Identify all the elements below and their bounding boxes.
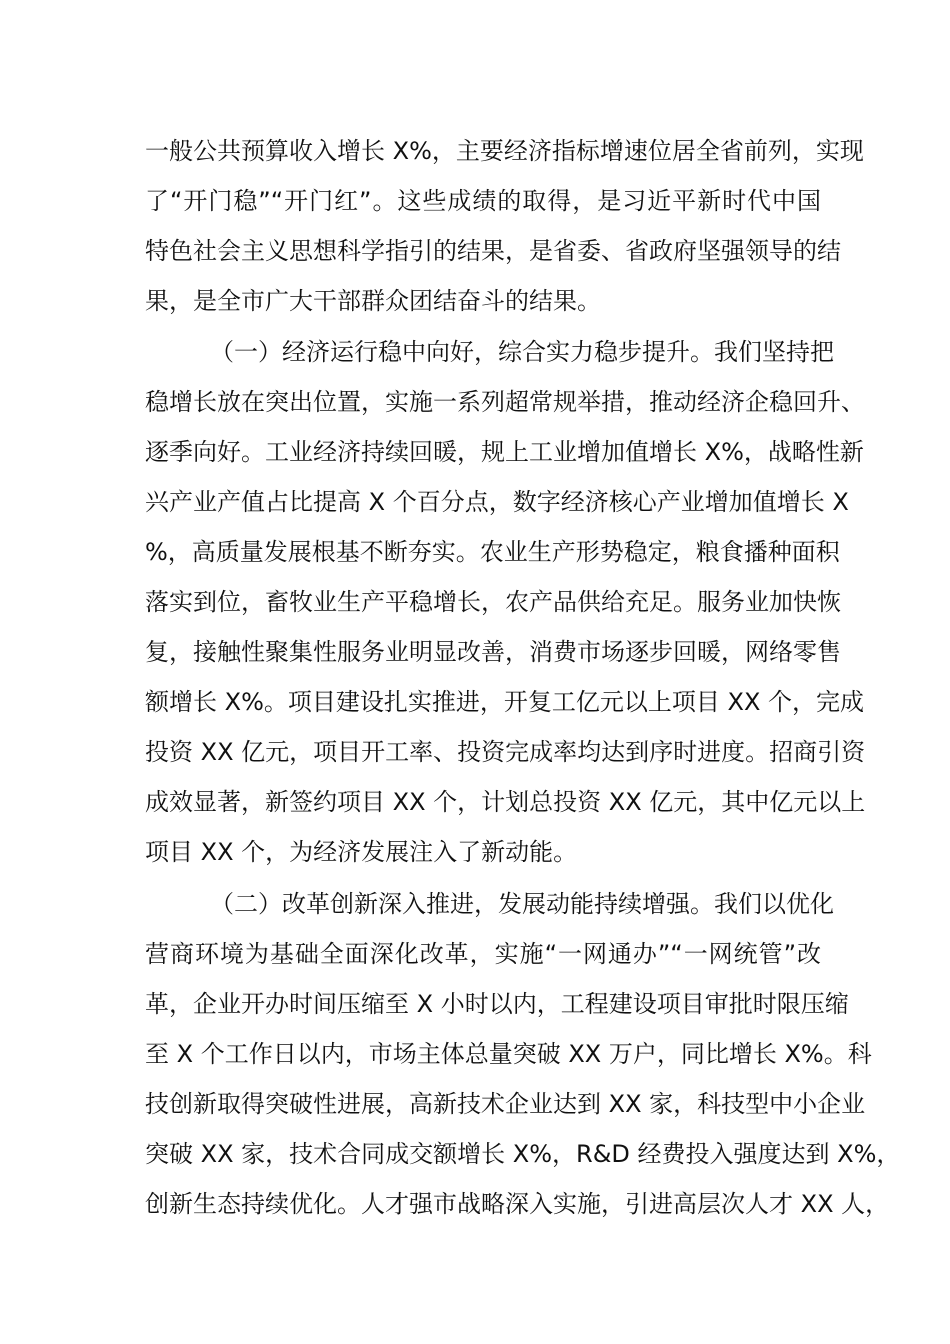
text-line: 稳增长放在突出位置，实施一系列超常规举措，推动经济企稳回升、 [145, 388, 865, 416]
section-heading-line: （一）经济运行稳中向好，综合实力稳步提升。我们坚持把 [210, 338, 834, 366]
text-line: 特色社会主义思想科学指引的结果，是省委、省政府坚强领导的结 [145, 237, 841, 265]
section-heading-line: （二）改革创新深入推进，发展动能持续增强。我们以优化 [210, 890, 834, 918]
text-line: 技创新取得突破性进展，高新技术企业达到 XX 家，科技型中小企业 [145, 1090, 866, 1118]
text-line: %，高质量发展根基不断夯实。农业生产形势稳定，粮食播种面积 [145, 538, 840, 566]
text-line: 复，接触性聚集性服务业明显改善，消费市场逐步回暖，网络零售 [145, 638, 841, 666]
text-line: 额增长 X%。项目建设扎实推进，开复工亿元以上项目 XX 个，完成 [145, 688, 865, 716]
text-line: 一般公共预算收入增长 X%，主要经济指标增速位居全省前列，实现 [145, 137, 864, 165]
text-line: 了“开门稳”“开门红”。这些成绩的取得，是习近平新时代中国 [145, 187, 821, 215]
text-line: 革，企业开办时间压缩至 X 小时以内，工程建设项目审批时限压缩 [145, 990, 849, 1018]
text-line: 落实到位，畜牧业生产平稳增长，农产品供给充足。服务业加快恢 [145, 588, 841, 616]
text-line: 成效显著，新签约项目 XX 个，计划总投资 XX 亿元，其中亿元以上 [145, 788, 866, 816]
text-line: 果，是全市广大干部群众团结奋斗的结果。 [145, 287, 601, 315]
text-line: 投资 XX 亿元，项目开工率、投资完成率均达到序时进度。招商引资 [145, 738, 866, 766]
text-line: 至 X 个工作日以内，市场主体总量突破 XX 万户，同比增长 X%。科 [145, 1040, 872, 1068]
text-line: 创新生态持续优化。人才强市战略深入实施，引进高层次人才 XX 人， [145, 1190, 890, 1218]
text-line: 兴产业产值占比提高 X 个百分点，数字经济核心产业增加值增长 X [145, 488, 849, 516]
text-line: 逐季向好。工业经济持续回暖，规上工业增加值增长 X%，战略性新 [145, 438, 864, 466]
text-line: 突破 XX 家，技术合同成交额增长 X%，R&D 经费投入强度达到 X%， [145, 1140, 901, 1168]
text-line: 营商环境为基础全面深化改革，实施“一网通办”“一网统管”改 [145, 940, 821, 968]
text-line: 项目 XX 个，为经济发展注入了新动能。 [145, 838, 578, 866]
